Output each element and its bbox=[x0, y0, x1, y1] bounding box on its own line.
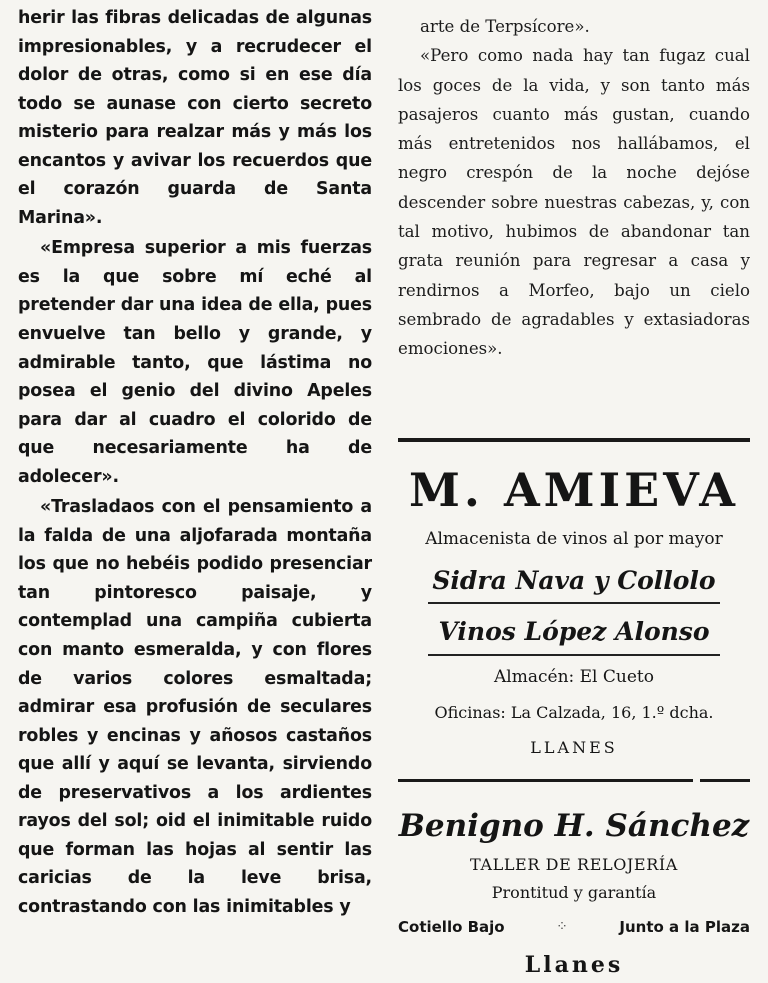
ad-sanchez-name: Benigno H. Sánchez bbox=[398, 808, 750, 844]
ad-amieva-tagline: Almacenista de vinos al por mayor bbox=[425, 529, 723, 549]
ornament-icon: ⁘ bbox=[556, 919, 568, 935]
ad-sanchez-right-address: Junto a la Plaza bbox=[619, 918, 750, 936]
ad-sanchez-left-address: Cotiello Bajo bbox=[398, 918, 505, 936]
ad-separator-rule-left bbox=[398, 779, 693, 782]
ad-sanchez-city: Llanes bbox=[524, 952, 624, 978]
right-column bbox=[398, 12, 750, 364]
right-paragraph-2: «Pero como nada hay tan fugaz cual los goces de la vida, y son tanto más pasajeros cuanto más gustan, cuando más entretenidos nos hallábamos, el negro crespón de la noche dejóse descender sobre nuestras cabezas, y, con tal motivo, hubimos de abandonar tan grata reunión para regresar a casa y rendirnos a Morfeo, bajo un cielo sembrado de agradables y extasiadoras emociones». bbox=[398, 46, 750, 359]
ad-separator-rule-right bbox=[700, 779, 750, 782]
ad-amieva-office: Oficinas: La Calzada, 16, 1.º dcha. bbox=[434, 703, 714, 722]
ad-top-rule bbox=[398, 438, 750, 442]
ad-amieva-store: Almacén: El Cueto bbox=[494, 667, 654, 687]
ad-sanchez-trade: TALLER DE RELOJERÍA bbox=[470, 855, 678, 874]
left-paragraph-1: herir las fibras delicadas de algunas impresionables, y a recrudecer el dolor de otras, como si en ese día todo se aunase con cierto secreto misterio para realzar más y más los encantos y avivar los recuerdos que el corazón guarda de Santa Marina». bbox=[18, 8, 372, 228]
ad-amieva-line1: Sidra Nava y Collolo bbox=[432, 566, 716, 595]
left-column bbox=[18, 4, 372, 922]
left-paragraph-3: «Trasladaos con el pensamiento a la falda de una aljofarada montaña los que no hebéis podido presenciar tan pintoresco paisaje, y contemplad una campiña cubierta con manto esmeralda, y con flores de varios colores esmaltada; admirar esa profusión de seculares robles y encinas y añosos castaños que allí y aquí se levanta, sirviendo de preservativos a los ardientes rayos del sol; oid el inimitable ruido que forman las hojas al sentir las caricias de la leve brisa, contrastando con las inimitables y bbox=[18, 497, 372, 917]
ad-amieva-divider-1 bbox=[428, 602, 720, 604]
ad-amieva-line2: Vinos López Alonso bbox=[438, 617, 710, 646]
ad-amieva-city: LLANES bbox=[530, 738, 618, 757]
ad-amieva-divider-2 bbox=[428, 654, 720, 656]
ad-sanchez-address-row bbox=[398, 918, 750, 936]
ad-sanchez-motto: Prontitud y garantía bbox=[491, 883, 657, 902]
right-paragraph-1: arte de Terpsícore». bbox=[420, 17, 590, 36]
left-paragraph-2: «Empresa superior a mis fuerzas es la que sobre mí eché al pretender dar una idea de ella, pues envuelve tan bello y grande, y admirable tanto, que lástima no posea el genio del divino Apeles para dar al cuadro el colorido de que necesariamente ha de adolecer». bbox=[18, 238, 372, 487]
ad-amieva-name: M. AMIEVA bbox=[409, 463, 739, 517]
